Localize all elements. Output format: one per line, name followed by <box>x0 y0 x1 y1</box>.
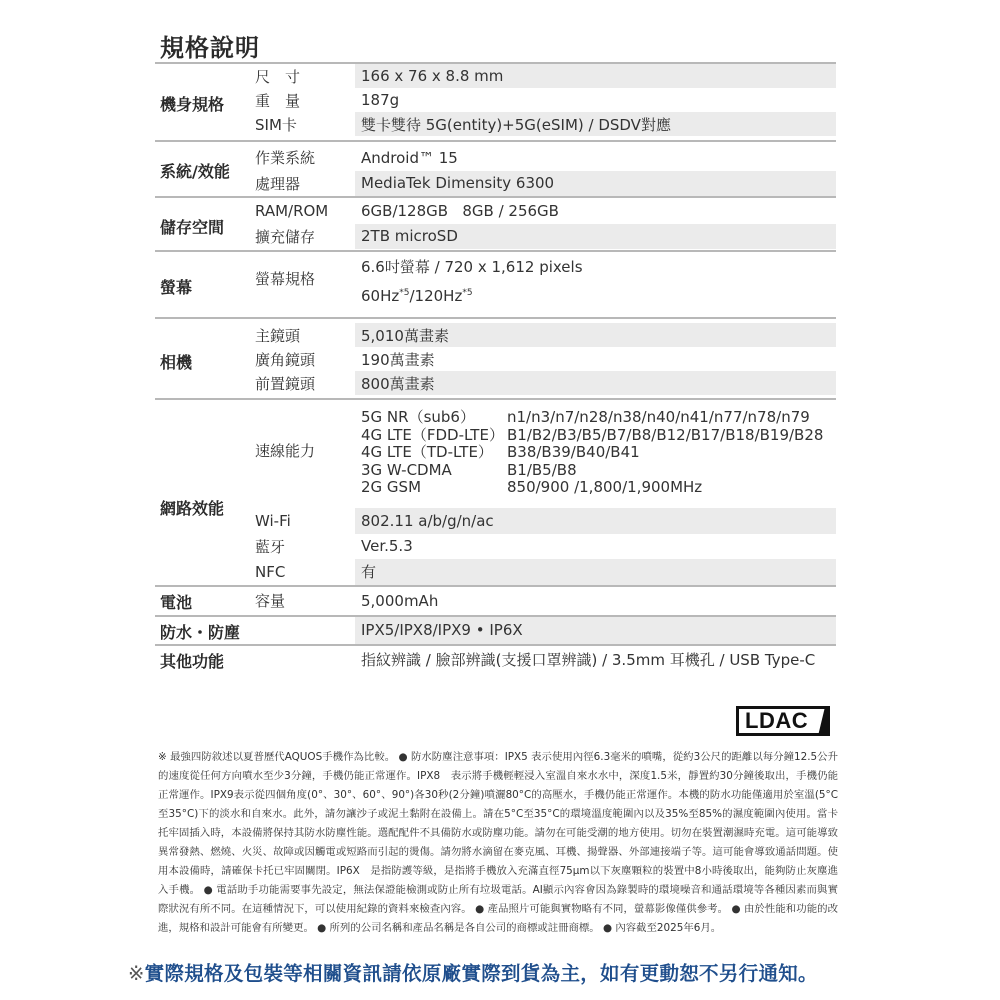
band-type: 5G NR（sub6） <box>361 408 475 427</box>
ldac-logo: LDAC <box>736 706 830 736</box>
section-other <box>155 644 836 674</box>
spec-value: Ver.5.3 <box>361 537 413 556</box>
spec-row <box>155 112 836 136</box>
spec-value: MediaTek Dimensity 6300 <box>355 171 836 197</box>
spec-label: 作業系統 <box>255 149 316 168</box>
spec-value: 有 <box>355 559 836 585</box>
band-type: 4G LTE（TD-LTE） <box>361 443 493 462</box>
spec-table <box>155 62 836 674</box>
category-label: 系統/效能 <box>160 162 230 181</box>
page-title: 規格說明 <box>160 34 260 62</box>
spec-value: 指紋辨識 / 臉部辨識(支援口罩辨識) / 3.5mm 耳機孔 / USB Type-C <box>361 651 816 669</box>
display-refresh-rate <box>361 280 836 309</box>
category-label: 儲存空間 <box>160 218 225 237</box>
band-value: B1/B5/B8 <box>507 460 577 479</box>
section-body <box>155 62 836 140</box>
spec-value: 190萬畫素 <box>361 350 435 369</box>
category-label: 相機 <box>160 353 193 372</box>
spec-label: 擴充儲存 <box>255 227 316 246</box>
section-system <box>155 140 836 196</box>
section-camera <box>155 317 836 398</box>
category-label: 防水・防塵 <box>160 622 241 642</box>
category-label: 螢幕 <box>160 278 193 297</box>
spec-row <box>155 617 836 644</box>
spec-label: 廣角鏡頭 <box>255 350 316 369</box>
connectivity-row <box>155 400 836 508</box>
spec-label: 主鏡頭 <box>255 326 301 345</box>
section-waterproof <box>155 615 836 644</box>
spec-value: IPX5/IPX8/IPX9 • IP6X <box>355 617 836 644</box>
section-storage <box>155 196 836 250</box>
section-network <box>155 398 836 585</box>
spec-row <box>155 198 836 224</box>
display-resolution: 6.6吋螢幕 / 720 x 1,612 pixels <box>361 258 583 276</box>
spec-value <box>355 250 836 311</box>
band-type: 3G W-CDMA <box>361 460 452 479</box>
spec-row <box>155 646 836 674</box>
spec-value: 802.11 a/b/g/n/ac <box>355 508 836 534</box>
footnote-text: ※ 最強四防敘述以夏普歷代AQUOS手機作為比較。 ● 防水防塵注意事項：IPX5 表示使用內徑6.3毫米的噴嘴，從約3公尺的距離以每分鐘12.5公升的速度從任何方向噴水至少3分鐘，手機仍能正常運作。IPX8 表示將手機輕輕浸入室溫自來水水中，深度1.5米，靜置約30分鐘後取出，手機仍能正常運作。IPX9表示從四個角度(0°、30°、60°、90°)各30秒(2分鐘)噴灑80°C的高壓水，手機仍能正常運作。本機的防水功能僅適用於室溫(5°C至35°C)下的淡水和自來水。此外，請勿讓沙子或泥土黏附在設備上。請在5°C至35°C的環境溫度範圍內以及35%至85%的濕度範圍內使用。當卡托牢固插入時，本設備將保持其防水防塵性能。選配配件不具備防水或防塵功能。請勿在可能受潮的地方使用。切勿在裝置潮濕時充電。這可能導致異常發熱、燃燒、火災、故障或因觸電或短路而引起的燙傷。請勿將水滴留在麥克風、耳機、揚聲器、外部連接端子等。這可能會導致通話問題。使用本設備時，請確保卡托已牢固關閉。IP6X 是指防護等級，是指將手機放入充滿直徑75μm以下灰塵顆粒的裝置中8小時後取出，能夠防止灰塵進入手機。 ● 電話助手功能需要事先設定，無法保證能檢測或防止所有垃圾電話。AI顯示內容會因為錄製時的環境噪音和通話環境等各種因素而與實際狀況有所不同。在這種情況下，可以使用紀錄的資料來檢查內容。 ● 產品照片可能與實物略有不同，螢幕影像僅供參考。 ● 由於性能和功能的改進，規格和設計可能會有所變更。 ● 所列的公司名稱和產品名稱是各自公司的商標或註冊商標。 ● 內容截至2025年6月。 <box>158 751 838 934</box>
spec-row <box>155 347 836 371</box>
spec-value: 2TB microSD <box>355 224 836 250</box>
spec-value: 5,000mAh <box>361 591 439 610</box>
category-label: 其他功能 <box>160 651 225 671</box>
footnote-ref: *5 <box>462 288 473 298</box>
refresh-120: /120Hz <box>409 287 463 305</box>
category-label: 機身規格 <box>160 95 225 114</box>
band-value: B38/B39/B40/B41 <box>507 443 640 462</box>
reference-mark-icon: ※ <box>128 962 145 985</box>
spec-value: 雙卡雙待 5G(entity)+5G(eSIM) / DSDV對應 <box>355 112 836 136</box>
spec-label: 藍牙 <box>255 537 286 556</box>
section-battery <box>155 585 836 615</box>
spec-row <box>155 171 836 197</box>
spec-label: 速線能力 <box>255 441 316 460</box>
section-display <box>155 250 836 309</box>
spec-label: 螢幕規格 <box>255 270 316 288</box>
spec-value: 800萬畫素 <box>355 371 836 395</box>
category-label: 網路效能 <box>160 499 225 518</box>
spec-row <box>155 559 836 585</box>
spec-label: 處理器 <box>255 174 301 193</box>
disclaimer-text: 實際規格及包裝等相關資訊請依原廠實際到貨為主，如有更動恕不另行通知。 <box>144 962 818 985</box>
spec-row <box>155 64 836 88</box>
band-value: n1/n3/n7/n28/n38/n40/n41/n77/n78/n79 <box>507 408 810 427</box>
spec-row <box>155 145 836 171</box>
spec-label: Wi-Fi <box>255 511 291 530</box>
spec-row <box>155 88 836 112</box>
spec-row <box>155 534 836 560</box>
band-type: 2G GSM <box>361 478 422 497</box>
band-type: 4G LTE（FDD-LTE） <box>361 425 504 444</box>
category-label: 電池 <box>160 592 193 612</box>
refresh-60: 60Hz <box>361 287 400 305</box>
spec-label: RAM/ROM <box>255 201 329 220</box>
spec-row <box>155 323 836 347</box>
band-value: B1/B2/B3/B5/B7/B8/B12/B17/B18/B19/B28 <box>507 425 824 444</box>
spec-label: 重 量 <box>255 91 301 110</box>
spec-value: 5,010萬畫素 <box>355 323 836 347</box>
spec-label: NFC <box>255 562 286 581</box>
footnote-ref: *5 <box>399 288 410 298</box>
band-value: 850/900 /1,800/1,900MHz <box>507 478 703 497</box>
spec-row <box>155 587 836 615</box>
disclaimer-notice <box>128 958 818 986</box>
spec-value: 166 x 76 x 8.8 mm <box>355 64 836 88</box>
spec-value: Android™ 15 <box>361 148 458 167</box>
band-grid <box>355 405 823 503</box>
spec-label: SIM卡 <box>255 115 297 134</box>
spec-value: 6GB/128GB 8GB / 256GB <box>361 201 559 220</box>
spec-row <box>155 508 836 534</box>
spec-label: 容量 <box>255 592 286 610</box>
spec-row <box>155 371 836 395</box>
spec-row <box>155 224 836 250</box>
spec-label: 尺 寸 <box>255 67 301 86</box>
spec-row <box>155 252 836 309</box>
spec-label: 前置鏡頭 <box>255 374 316 393</box>
spec-value: 187g <box>361 91 400 109</box>
